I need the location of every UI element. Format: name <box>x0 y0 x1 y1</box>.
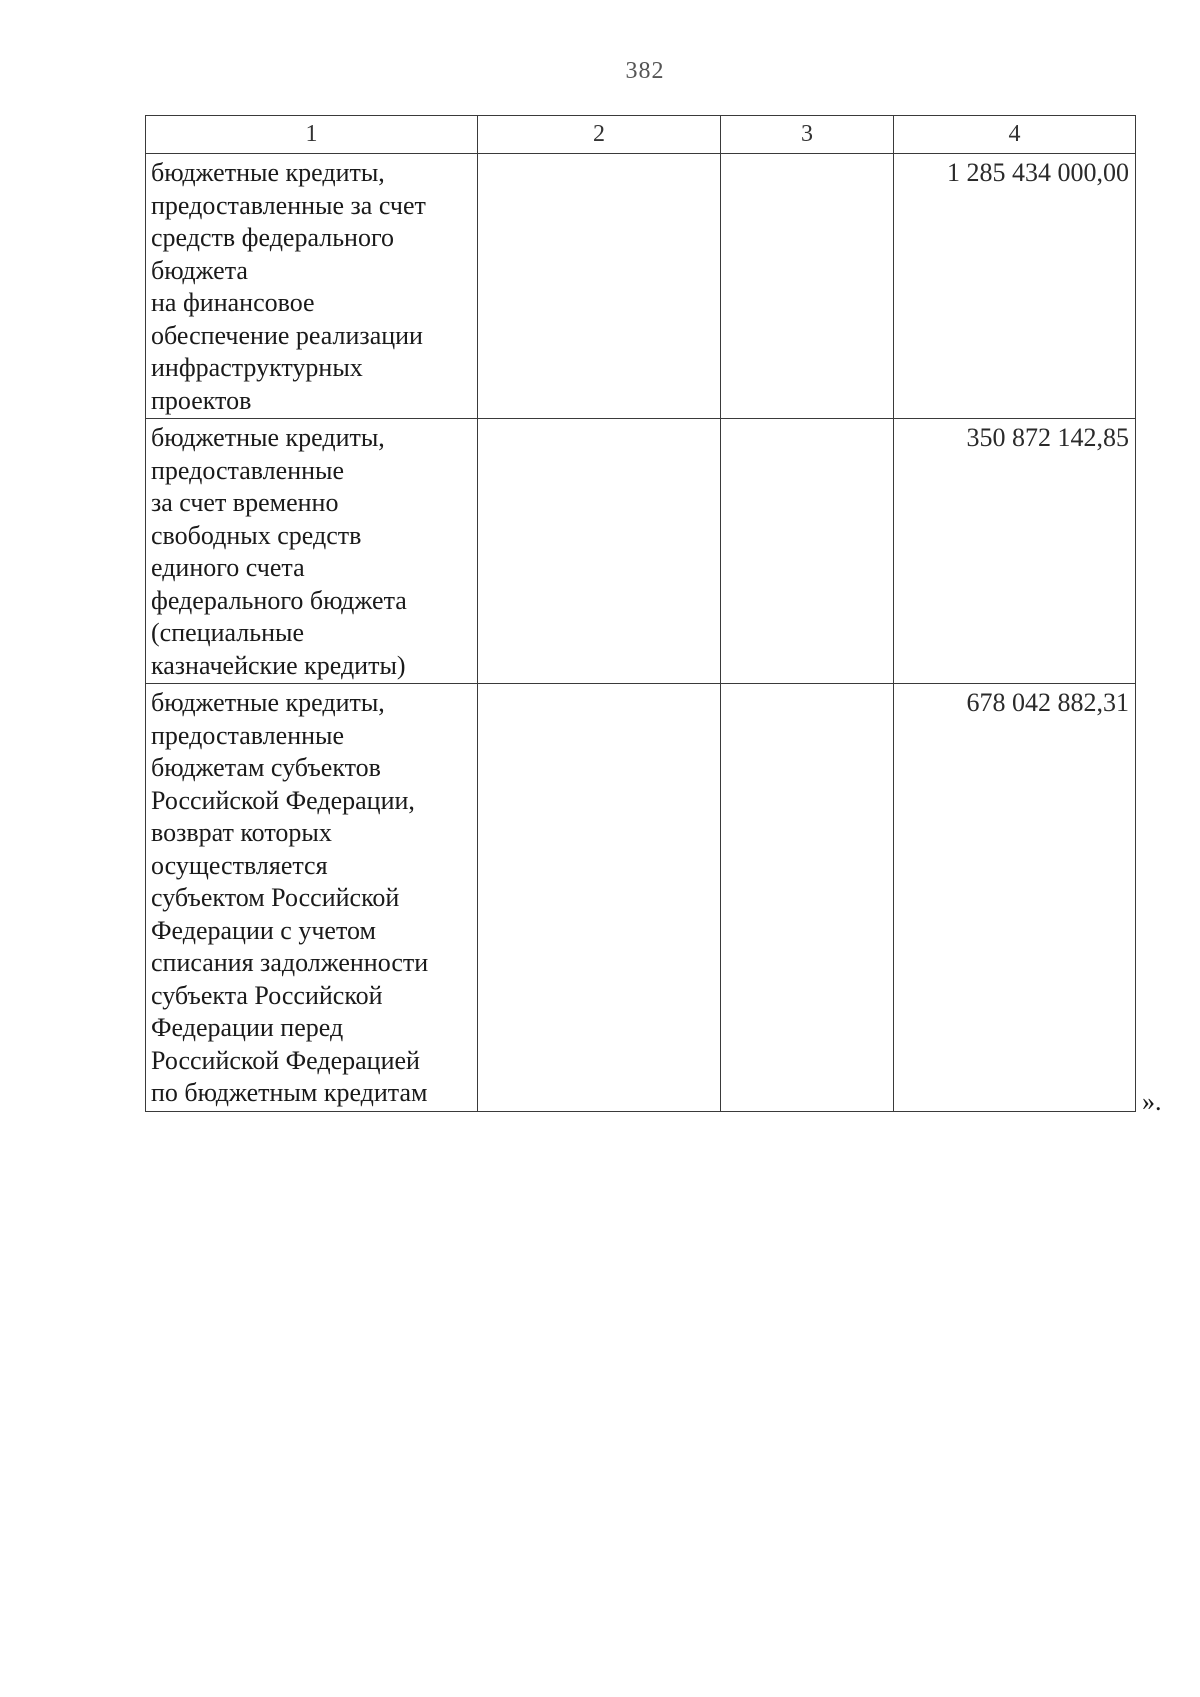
table-header-row <box>146 116 1136 154</box>
row-col3 <box>721 154 894 419</box>
row-col3 <box>721 684 894 1112</box>
table-row <box>146 419 1136 684</box>
table-row <box>146 684 1136 1112</box>
column-header-2: 2 <box>478 116 721 154</box>
page-number: 382 <box>625 58 665 84</box>
table-row <box>146 154 1136 419</box>
row-description: бюджетные кредиты, предоставленные бюджетам субъектов Российской Федерации, возврат которых осуществляется субъектом Российской Федерации с учетом списания задолженности субъекта Российской Федерации перед Российской Федерацией по бюджетным кредитам <box>146 684 478 1112</box>
closing-quote-mark: ». <box>1142 1087 1162 1116</box>
budget-table <box>145 115 1136 1112</box>
row-col2 <box>478 154 721 419</box>
row-col2 <box>478 419 721 684</box>
row-amount: 678 042 882,31 <box>894 684 1136 1112</box>
row-description: бюджетные кредиты, предоставленные за счет временно свободных средств единого счета федерального бюджета (специальные казначейские кредиты) <box>146 419 478 684</box>
row-col3 <box>721 419 894 684</box>
row-description: бюджетные кредиты, предоставленные за счет средств федерального бюджета на финансовое обеспечение реализации инфраструктурных проектов <box>146 154 478 419</box>
column-header-4: 4 <box>894 116 1136 154</box>
row-amount: 1 285 434 000,00 <box>894 154 1136 419</box>
column-header-3: 3 <box>721 116 894 154</box>
row-amount: 350 872 142,85 <box>894 419 1136 684</box>
row-col2 <box>478 684 721 1112</box>
column-header-1: 1 <box>146 116 478 154</box>
